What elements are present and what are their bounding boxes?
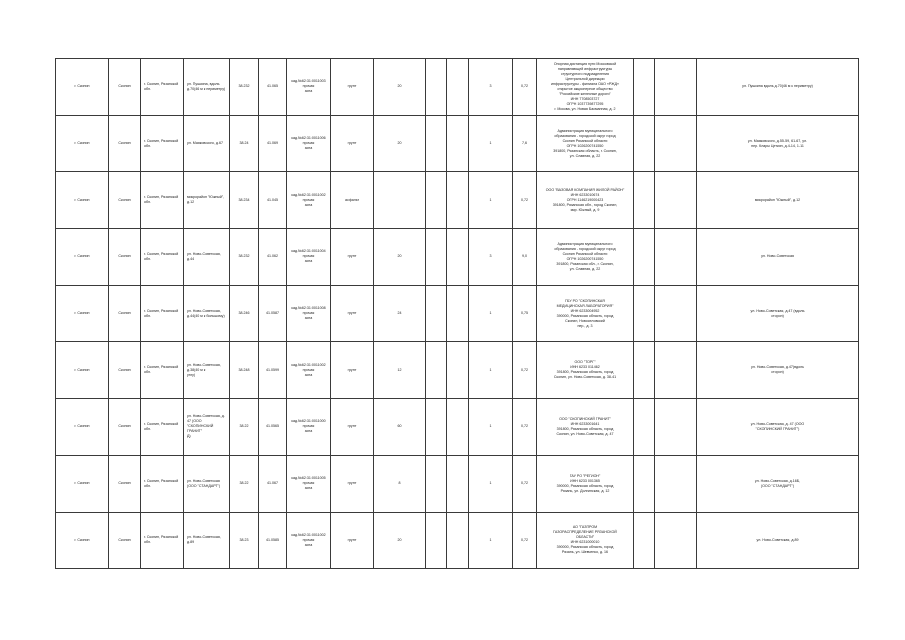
served-objects-cell: ул. Маяковского, д.55-59, 61-67, ул. пер. Клары Цеткин, д.4-14, 1-11: [697, 115, 859, 172]
surface-cell: грунт: [331, 399, 374, 456]
count-cell: 1: [469, 285, 513, 342]
empty-cell: [655, 399, 697, 456]
lat-cell: 38.22: [230, 399, 259, 456]
area-cell: г. Скопин, Рязанской обл.: [141, 285, 184, 342]
cadastral-cell: кад.№62:31:0011008 прочая зона: [287, 285, 331, 342]
served-objects-cell: ул. Ново-Советская: [697, 229, 859, 286]
area-sqm-cell: 20: [374, 59, 426, 116]
lon-cell: 41.069: [259, 115, 287, 172]
empty-cell: [426, 512, 447, 569]
lon-cell: 41.0587: [259, 285, 287, 342]
table-row: [56, 172, 859, 229]
lon-cell: 41.045: [259, 172, 287, 229]
volume-cell: 0,72: [513, 59, 537, 116]
empty-cell: [447, 172, 469, 229]
owner-cell: ООО "ТОРГ" ИНН 6233 011462 391800, Рязанская область, город Скопин, ул. Ново-Советская, д. 38-41: [537, 342, 634, 399]
empty-cell: [634, 285, 655, 342]
empty-cell: [634, 399, 655, 456]
served-objects-cell: ул. Пушкина вдоль д.70(46 м к периметру): [697, 59, 859, 116]
district-cell: Скопин: [109, 172, 141, 229]
count-cell: 1: [469, 399, 513, 456]
location-cell: микрорайон "Южный", д.12: [184, 172, 230, 229]
area-sqm-cell: 24: [374, 285, 426, 342]
lon-cell: 41.067: [259, 455, 287, 512]
served-objects-cell: ул. Ново-Советская, д.47(вдоль сторон): [697, 342, 859, 399]
district-cell: Скопин: [109, 512, 141, 569]
served-objects-cell: ул. Ново-Советская, д.16Б, (ООО "СТАНДАРТ"): [697, 455, 859, 512]
area-cell: г. Скопин, Рязанской обл.: [141, 512, 184, 569]
area-cell: г. Скопин, Рязанской обл.: [141, 59, 184, 116]
city-cell: г. Скопин: [56, 342, 109, 399]
area-cell: г. Скопин, Рязанской обл.: [141, 115, 184, 172]
cadastral-cell: кад.№62:31:0011000 прочая зона: [287, 399, 331, 456]
volume-cell: 7,6: [513, 115, 537, 172]
area-sqm-cell: 20: [374, 512, 426, 569]
empty-cell: [634, 229, 655, 286]
area-cell: г. Скопин, Рязанской обл.: [141, 455, 184, 512]
cadastral-cell: кад.№62:31:0011004 прочая зона: [287, 229, 331, 286]
city-cell: г. Скопин: [56, 455, 109, 512]
empty-cell: [426, 172, 447, 229]
surface-cell: грунт: [331, 229, 374, 286]
area-cell: г. Скопин, Рязанской обл.: [141, 399, 184, 456]
empty-cell: [634, 512, 655, 569]
empty-cell: [426, 115, 447, 172]
empty-cell: [634, 455, 655, 512]
count-cell: 3: [469, 229, 513, 286]
district-cell: Скопин: [109, 342, 141, 399]
lon-cell: 41.065: [259, 59, 287, 116]
empty-cell: [655, 342, 697, 399]
lat-cell: 38.246: [230, 285, 259, 342]
district-cell: Скопин: [109, 229, 141, 286]
location-cell: ул. Ново-Советская, д.44: [184, 229, 230, 286]
district-cell: Скопин: [109, 455, 141, 512]
table-row: [56, 342, 859, 399]
lon-cell: 41.0585: [259, 512, 287, 569]
owner-cell: АО "ГАЗПРОМ ГАЗОРАСПРЕДЕЛЕНИЕ РЯЗАНСКОЙ ОБЛАСТИ" ИНН 6231000010 390000, Рязанская область, город Рязань, ул. Шевченко, д. 16: [537, 512, 634, 569]
empty-cell: [447, 512, 469, 569]
owner-cell: ГАУ РО "РЕГИОН" ИНН 6233 001365 390000, Рязанская область, город Рязань, ул. Долгинская, д. 12: [537, 455, 634, 512]
area-sqm-cell: 8: [374, 455, 426, 512]
empty-cell: [634, 172, 655, 229]
lat-cell: 38.22: [230, 455, 259, 512]
table-row: [56, 229, 859, 286]
empty-cell: [655, 285, 697, 342]
volume-cell: 0,72: [513, 455, 537, 512]
empty-cell: [447, 399, 469, 456]
empty-cell: [655, 115, 697, 172]
table-row: [56, 285, 859, 342]
lat-cell: 38.23: [230, 512, 259, 569]
served-objects-cell: ул. Ново-Советская, д.47 (вдоль сторон): [697, 285, 859, 342]
volume-cell: 0,72: [513, 512, 537, 569]
count-cell: 1: [469, 172, 513, 229]
empty-cell: [655, 512, 697, 569]
empty-cell: [447, 455, 469, 512]
area-sqm-cell: 12: [374, 342, 426, 399]
empty-cell: [426, 285, 447, 342]
volume-cell: 0,75: [513, 285, 537, 342]
location-cell: ул. Пушкина, вдоль д.70(46 м к периметру): [184, 59, 230, 116]
table-row: [56, 59, 859, 116]
location-cell: ул. Маяковского, д.67: [184, 115, 230, 172]
served-objects-cell: ул. Ново-Советская, д. 47 (ООО "СКОПИНСКИЙ ГРАНИТ"): [697, 399, 859, 456]
volume-cell: 0,72: [513, 399, 537, 456]
city-cell: г. Скопин: [56, 59, 109, 116]
empty-cell: [447, 342, 469, 399]
volume-cell: 0,72: [513, 342, 537, 399]
empty-cell: [447, 285, 469, 342]
location-cell: ул. Ново-Советская, д.89: [184, 512, 230, 569]
count-cell: 1: [469, 512, 513, 569]
empty-cell: [426, 342, 447, 399]
empty-cell: [426, 229, 447, 286]
count-cell: 3: [469, 59, 513, 116]
table-row: [56, 115, 859, 172]
count-cell: 1: [469, 455, 513, 512]
owner-cell: ООО "ВАЗОВАЯ КОМПАНИЯ ЖИЛОЙ РАЙОН" ИНН 6233010674 ОГРН 1146219000423 391800, Рязанская обл., город Скопин, мкр. Южный, д. 9: [537, 172, 634, 229]
city-cell: г. Скопин: [56, 399, 109, 456]
empty-cell: [426, 455, 447, 512]
volume-cell: 0,72: [513, 172, 537, 229]
city-cell: г. Скопин: [56, 172, 109, 229]
district-cell: Скопин: [109, 285, 141, 342]
owner-cell: Администрация муниципального образования - городской округ город Скопин Рязанской области ОГРН 1026200741550 391800, Рязанская обл., г. Скопин, ул. Славная, д. 22: [537, 229, 634, 286]
owner-cell: ГБУ РО "СКОПИНСКАЯ МЕДИЦИНСКАЯ ЛАБОРАТОРИЯ" ИНН 6233004952 390000, Рязанская область, город Скопин, Новоселовский пер., д. 3: [537, 285, 634, 342]
lon-cell: 41.0565: [259, 399, 287, 456]
document-sheet: [55, 58, 858, 569]
served-objects-cell: микрорайон "Южный", д.12: [697, 172, 859, 229]
empty-cell: [426, 59, 447, 116]
empty-cell: [655, 172, 697, 229]
lat-cell: 38.234: [230, 172, 259, 229]
empty-cell: [426, 399, 447, 456]
area-cell: г. Скопин, Рязанской обл.: [141, 172, 184, 229]
empty-cell: [655, 455, 697, 512]
owner-cell: Администрация муниципального образования - городской округ город Скопин Рязанской области ОГРН 1026200741550 391800, Рязанская область, г. Скопин, ул. Славная, д. 22: [537, 115, 634, 172]
volume-cell: 9,0: [513, 229, 537, 286]
empty-cell: [634, 115, 655, 172]
surface-cell: асфальт: [331, 172, 374, 229]
empty-cell: [634, 59, 655, 116]
surface-cell: грунт: [331, 512, 374, 569]
table-row: [56, 455, 859, 512]
register-table: [55, 58, 859, 569]
area-sqm-cell: 60: [374, 399, 426, 456]
count-cell: 1: [469, 342, 513, 399]
location-cell: ул. Ново-Советская (ООО "СТАНДАРТ"): [184, 455, 230, 512]
cadastral-cell: кад.№62:31:0011003 прочая зона: [287, 59, 331, 116]
empty-cell: [634, 342, 655, 399]
table-row: [56, 512, 859, 569]
city-cell: г. Скопин: [56, 115, 109, 172]
city-cell: г. Скопин: [56, 229, 109, 286]
cadastral-cell: кад.№62:31:0011002 прочая зона: [287, 172, 331, 229]
surface-cell: грунт: [331, 59, 374, 116]
location-cell: ул. Ново-Советская, д. 47 (ООО "СКОПИНСКИЙ ГРАНИТ" Д): [184, 399, 230, 456]
city-cell: г. Скопин: [56, 512, 109, 569]
table-row: [56, 399, 859, 456]
surface-cell: грунт: [331, 285, 374, 342]
lat-cell: 38.232: [230, 229, 259, 286]
empty-cell: [447, 115, 469, 172]
surface-cell: грунт: [331, 455, 374, 512]
empty-cell: [655, 59, 697, 116]
cadastral-cell: кад.№62:31:0011006 прочая зона: [287, 115, 331, 172]
lat-cell: 38.24: [230, 115, 259, 172]
owner-cell: ООО "СКОПИНСКИЙ ГРАНИТ" ИНН 6233001641 391800, Рязанская область, город Скопин, ул. Ново-Советская, д. 47: [537, 399, 634, 456]
district-cell: Скопин: [109, 399, 141, 456]
lon-cell: 41.0599: [259, 342, 287, 399]
cadastral-cell: кад.№62:31:0011002 прочая зона: [287, 512, 331, 569]
cadastral-cell: кад.№62:31:0011002 прочая зона: [287, 342, 331, 399]
lon-cell: 41.062: [259, 229, 287, 286]
empty-cell: [447, 229, 469, 286]
area-cell: г. Скопин, Рязанской обл.: [141, 342, 184, 399]
surface-cell: грунт: [331, 342, 374, 399]
surface-cell: грунт: [331, 115, 374, 172]
served-objects-cell: ул. Ново-Советская, д.89: [697, 512, 859, 569]
lat-cell: 38.232: [230, 59, 259, 116]
area-sqm-cell: 20: [374, 229, 426, 286]
location-cell: ул. Ново-Советская, д.38(40 м к углу): [184, 342, 230, 399]
area-cell: г. Скопин, Рязанской обл.: [141, 229, 184, 286]
city-cell: г. Скопин: [56, 285, 109, 342]
count-cell: 1: [469, 115, 513, 172]
location-cell: ул. Ново-Советская, д.44(40 м к большому): [184, 285, 230, 342]
district-cell: Скопин: [109, 59, 141, 116]
area-sqm-cell: [374, 172, 426, 229]
lat-cell: 38.248: [230, 342, 259, 399]
owner-cell: Опорная дистанция пути Московской направляющей инфраструктуры структурного подразделения Центральной дирекции инфраструктуры - филиала ОАО «РЖД» открытое акционерное общество "Российские железные дороги" ИНН 7708503727 ОГРН 1037739877295 г. Москва, ул. Новая Басманная, д. 2: [537, 59, 634, 116]
empty-cell: [655, 229, 697, 286]
empty-cell: [447, 59, 469, 116]
cadastral-cell: кад.№62:31:0011005 прочая зона: [287, 455, 331, 512]
district-cell: Скопин: [109, 115, 141, 172]
area-sqm-cell: 20: [374, 115, 426, 172]
